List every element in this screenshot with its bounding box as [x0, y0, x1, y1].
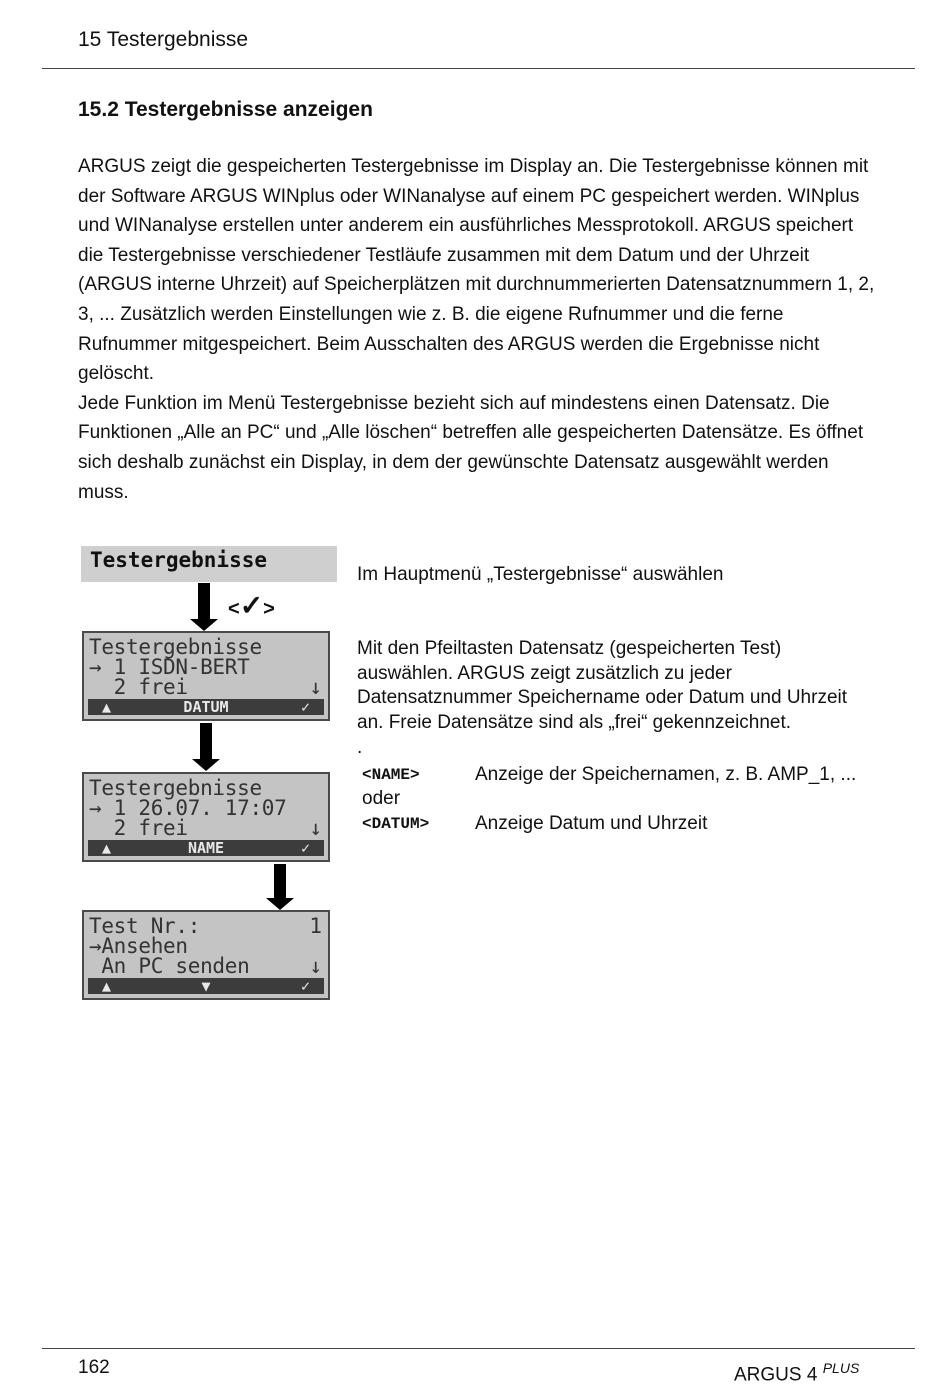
running-header: 15 Testergebnisse: [78, 28, 249, 51]
lcd-line: → 1 26.07. 17:07: [89, 796, 287, 820]
datum-key-desc: Anzeige Datum und Uhrzeit: [475, 813, 708, 834]
page-number: 162: [78, 1357, 110, 1378]
lcd-line: Test Nr.:: [89, 914, 201, 938]
lcd-line: An PC senden: [89, 954, 250, 978]
product-name: [734, 1360, 859, 1386]
datum-key-label: <DATUM>: [362, 815, 430, 833]
up-arrow-icon: ▲: [102, 839, 112, 857]
check-icon: ✓: [300, 977, 310, 995]
lcd-line: →Ansehen: [89, 934, 188, 958]
lcd-screen-3: [82, 910, 330, 1000]
up-arrow-icon: ▲: [102, 977, 112, 995]
scroll-down-icon: ↓: [309, 954, 322, 978]
product-name-main: ARGUS 4: [734, 1364, 818, 1386]
up-arrow-icon: ▲: [102, 698, 112, 716]
confirm-key-close: >: [263, 598, 275, 620]
product-name-sup: PLUS: [822, 1360, 860, 1376]
softkey-bar: [88, 978, 324, 994]
section-title: 15.2 Testergebnisse anzeigen: [78, 98, 373, 121]
softkey-bar: [88, 840, 324, 856]
down-arrow-icon: ▼: [201, 977, 211, 995]
softkey-datum: DATUM: [183, 698, 229, 716]
check-icon: ✓: [239, 590, 264, 621]
scroll-down-icon: ↓: [309, 816, 322, 840]
step-arrow-text: Mit den Pfeiltasten Datensatz (gespeicherten Test) auswählen. ARGUS zeigt zusätzlich zu jeder Datensatznummer Speichername oder Datum und Uhrzeit an. Freie Datensätze sind als „frei“ gekennzeichnet.: [357, 638, 848, 733]
check-icon: ✓: [300, 839, 310, 857]
lcd-line: 2 frei: [89, 816, 188, 840]
flow-arrow-2: [192, 723, 220, 771]
intro-text: [78, 152, 878, 507]
footer-rule: [42, 1348, 915, 1349]
flow-arrow-1: [190, 583, 218, 631]
scroll-down-icon: ↓: [309, 675, 322, 699]
name-key-desc: Anzeige der Speichernamen, z. B. AMP_1, ...: [475, 764, 857, 785]
lcd-line: Testergebnisse: [89, 776, 262, 800]
step-dot: .: [357, 737, 363, 758]
intro-paragraph-2: Jede Funktion im Menü Testergebnisse bezieht sich auf mindestens einen Datensatz. Die Funktionen „Alle an PC“ und „Alle löschen“ betreffen alle gespeicherten Datensätze. Es öffnet sich deshalb zunächst ein Display, in dem der gewünschte Datensatz ausgewählt werden muss.: [78, 392, 864, 503]
lcd-line: 2 frei: [89, 675, 188, 699]
lcd-screen-1: [82, 631, 330, 721]
header-rule: [42, 68, 915, 69]
main-menu-item: [81, 546, 337, 582]
flow-arrow-3: [266, 864, 294, 910]
softkey-bar: [88, 699, 324, 715]
intro-paragraph-1: ARGUS zeigt die gespeicherten Testergebnisse im Display an. Die Testergebnisse können mit der Software ARGUS WINplus oder WINanalyse auf einem PC gespeichert werden. WINplus und WINanalyse erstellen unter anderem ein ausführliches Messprotokoll. ARGUS speichert die Testergebnisse verschiedener Testläufe zusammen mit dem Datum und der Uhrzeit (ARGUS interne Uhrzeit) auf Speicherplätzen mit durchnummerierten Datensatznummern 1, 2, 3, ... Zusätzlich werden Einstellungen wie z. B. die eigene Rufnummer und die ferne Rufnummer mitgespeichert. Beim Ausschalten des ARGUS werden die Ergebnisse nicht gelöscht.: [78, 156, 875, 385]
lcd-screen-2: [82, 772, 330, 862]
test-number-value: 1: [309, 914, 322, 938]
name-key-label: <NAME>: [362, 766, 420, 784]
softkey-name: NAME: [187, 839, 225, 857]
lcd-line: Testergebnisse: [89, 635, 262, 659]
confirm-key-label: [228, 589, 275, 622]
check-icon: ✓: [300, 698, 310, 716]
or-text: oder: [362, 788, 401, 809]
confirm-key-open: <: [228, 598, 240, 620]
main-menu-item-label: Testergebnisse: [90, 548, 268, 572]
step-select-text: Im Hauptmenü „Testergebnisse“ auswählen: [357, 564, 724, 585]
lcd-line: → 1 ISDN-BERT: [89, 655, 250, 679]
